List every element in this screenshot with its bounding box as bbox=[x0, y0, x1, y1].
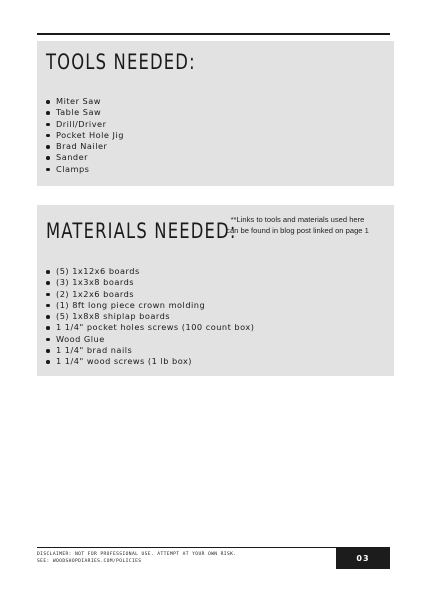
materials-heading: MATERIALS NEEDED: bbox=[46, 219, 237, 243]
list-item bbox=[46, 345, 254, 356]
list-item-label: Table Saw bbox=[56, 107, 102, 118]
list-item-label: (2) 1x2x6 boards bbox=[56, 288, 135, 299]
bullet-icon bbox=[46, 338, 50, 342]
bullet-icon bbox=[46, 134, 50, 138]
list-item bbox=[46, 356, 254, 367]
list-item bbox=[46, 311, 254, 322]
list-item bbox=[46, 300, 254, 311]
disclaimer-line: DISCLAIMER: NOT FOR PROFESSIONAL USE. ATTEMPT AT YOUR OWN RISK. bbox=[37, 552, 237, 557]
list-item bbox=[46, 277, 254, 288]
list-item bbox=[46, 334, 254, 345]
bullet-icon bbox=[46, 156, 50, 160]
bullet-icon bbox=[46, 145, 50, 149]
links-note-line: **Links to tools and materials used here bbox=[230, 215, 365, 224]
bullet-icon bbox=[46, 326, 50, 330]
list-item-label: Pocket Hole Jig bbox=[56, 129, 124, 140]
list-item-label: 1 1/4" brad nails bbox=[56, 345, 133, 356]
materials-list bbox=[46, 266, 254, 368]
list-item bbox=[46, 107, 124, 118]
list-item bbox=[46, 141, 124, 152]
list-item-label: Drill/Driver bbox=[56, 118, 107, 129]
tools-needed-section bbox=[37, 41, 394, 186]
list-item-label: Sander bbox=[56, 152, 89, 163]
page-number: 03 bbox=[336, 548, 390, 569]
list-item bbox=[46, 322, 254, 333]
tools-heading: TOOLS NEEDED: bbox=[46, 50, 196, 74]
top-divider bbox=[37, 33, 390, 35]
bullet-icon bbox=[46, 270, 50, 274]
bullet-icon bbox=[46, 168, 50, 172]
bullet-icon bbox=[46, 281, 50, 285]
links-note bbox=[215, 214, 380, 236]
disclaimer bbox=[37, 551, 236, 565]
list-item-label: Brad Nailer bbox=[56, 141, 108, 152]
list-item bbox=[46, 96, 124, 107]
bullet-icon bbox=[46, 111, 50, 115]
bullet-icon bbox=[46, 100, 50, 104]
materials-needed-section bbox=[37, 205, 394, 376]
list-item-label: Wood Glue bbox=[56, 333, 105, 344]
list-item bbox=[46, 164, 124, 175]
bullet-icon bbox=[46, 349, 50, 353]
links-note-line: can be found in blog post linked on page 1 bbox=[226, 226, 369, 235]
list-item bbox=[46, 119, 124, 130]
list-item-label: (3) 1x3x8 boards bbox=[56, 277, 135, 288]
bullet-icon bbox=[46, 360, 50, 364]
list-item-label: 1 1/4" pocket holes screws (100 count box) bbox=[56, 322, 255, 333]
list-item bbox=[46, 289, 254, 300]
list-item-label: (1) 8ft long piece crown molding bbox=[56, 299, 206, 310]
list-item-label: Miter Saw bbox=[56, 96, 101, 106]
tools-list bbox=[46, 96, 124, 175]
bullet-icon bbox=[46, 304, 50, 308]
list-item-label: Clamps bbox=[56, 163, 90, 174]
list-item bbox=[46, 266, 254, 277]
list-item bbox=[46, 152, 124, 163]
bullet-icon bbox=[46, 315, 50, 319]
list-item-label: (5) 1x12x6 boards bbox=[56, 266, 140, 276]
list-item-label: 1 1/4" wood screws (1 lb box) bbox=[56, 356, 193, 367]
disclaimer-line: SEE: WOODSHOPDIARIES.COM/POLICIES bbox=[37, 559, 142, 564]
list-item-label: (5) 1x8x8 shiplap boards bbox=[56, 311, 171, 322]
bullet-icon bbox=[46, 293, 50, 297]
list-item bbox=[46, 130, 124, 141]
bullet-icon bbox=[46, 123, 50, 127]
